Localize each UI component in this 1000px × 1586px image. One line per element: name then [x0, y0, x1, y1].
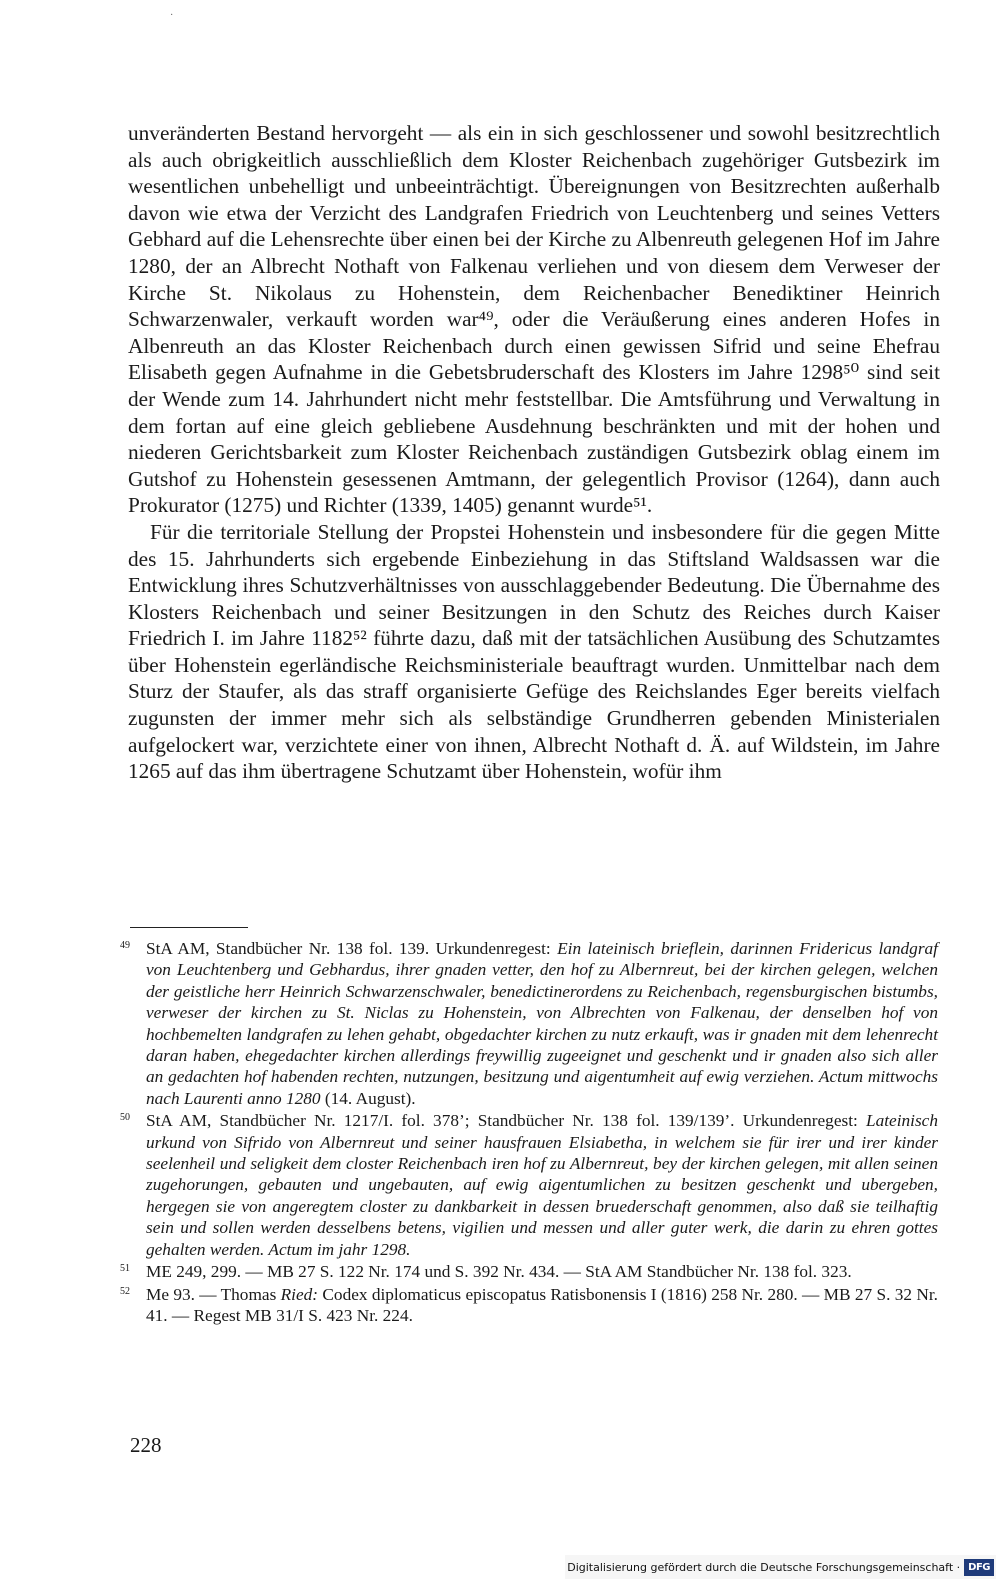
- footnote-text: Me 93. — Thomas: [146, 1284, 281, 1304]
- footnote-52: [120, 1284, 938, 1327]
- footnote-text: ME 249, 299. — MB 27 S. 122 Nr. 174 und S. 392 Nr. 434. — StA AM Standbücher Nr. 138 fol. 323.: [146, 1262, 852, 1282]
- paragraph: unveränderten Bestand hervorgeht — als ein in sich geschlossener und sowohl besitzrechtlich als auch obrigkeitlich ausschließlich dem Kloster Reichenbach zugehöriger Gutsbezirk im wesentlichen unbehelligt und unbeeinträchtigt. Übereignungen von Besitzrechten außerhalb davon wie etwa der Verzicht des Landgrafen Friedrich von Leuchtenberg und seines Vetters Gebhard auf die Lehensrechte über einen bei der Kirche zu Albenreuth gelegenen Hof im Jahre 1280, der an Albrecht Nothaft von Falkenau verliehen und von diesem dem Verweser der Kirche St. Nikolaus zu Hohenstein, dem Reichenbacher Benediktiner Heinrich Schwarzenwaler, verkauft worden war⁴⁹, oder die Veräußerung eines anderen Hofes in Albenreuth an das Kloster Reichenbach durch einen gewissen Sifrid und seine Ehefrau Elisabeth gegen Aufnahme in die Gebetsbruderschaft des Klosters im Jahre 1298⁵⁰ sind seit der Wende zum 14. Jahrhundert nicht mehr feststellbar. Die Amtsführung und Verwaltung in dem fortan auf eine gleich gebliebene Ausdehnung beschränkten und mit der hohen und niederen Gerichtsbarkeit zum Kloster Reichenbach zuständigen Gutsbezirk oblag einem im Gutshof zu Hohenstein gesessenen Amtmann, der gelegentlich Provisor (1264), dann auch Prokurator (1275) und Richter (1339, 1405) genannt wurde⁵¹.: [128, 121, 940, 518]
- main-text: [128, 120, 940, 785]
- footnote-49: [120, 938, 938, 1109]
- footnote-number: 52: [120, 1285, 130, 1297]
- footnote-quote: Lateinisch urkund von Sifrido von Albernreut und seiner hausfrauen Elsiabetha, in welchem sie für irer und irer kinder seelenheil und seligkeit dem closter Reichenbach iren hof zu Albernreut, bey der kirchen gelegen, mit allen seinen zugehorungen, gebauten und ungebauten, auf ewig aigentumlichen zu besitzen geschenkt und ubergeben, hergegen sie von angeregtem closter zu dankbarkeit in dessen bruederschaft genommen, also daß sie teilhaftig sein und sollen werden desselbens betens, vigilien und messen und aller guter werk, die darin zu ehren gottes gehalten werden. Actum im jahr 1298.: [146, 1111, 938, 1259]
- footnote-number: 49: [120, 940, 130, 951]
- banner-text: Digitalisierung gefördert durch die Deutsche Forschungsgemeinschaft ·: [567, 1560, 961, 1574]
- paragraph: Für die territoriale Stellung der Propstei Hohenstein und insbesondere für die gegen Mitte des 15. Jahrhunderts sich ergebende Einbeziehung in das Stiftsland Waldsassen war die Entwicklung ihres Schutzverhältnisses von ausschlaggebender Bedeutung. Die Übernahme des Klosters Reichenbach und seiner Besitzungen in den Schutz des Reiches durch Kaiser Friedrich I. im Jahre 1182⁵² führte dazu, daß mit der tatsächlichen Ausübung des Schutzamtes über Hohenstein egerländische Reichsministeriale beauftragt wurden. Unmittelbar nach dem Sturz der Staufer, als das straff organisierte Gefüge des Reichslandes Eger bereits vielfach zugunsten der immer mehr sich als selbständige Grundherren gebenden Ministerialen aufgelockert war, verzichtete einer von ihnen, Albrecht Nothaft d. Ä. auf Wildstein, im Jahre 1265 auf das ihm übertragene Schutzamt über Hohenstein, wofür ihm: [128, 519, 940, 784]
- page-number: 228: [130, 1433, 162, 1457]
- footnote-tail: Codex diplomaticus episcopatus Ratisbonensis I (1816) 258 Nr. 280. — MB 27 S. 32 Nr. 41. — Regest MB 31/I S. 423 Nr. 224.: [146, 1284, 938, 1325]
- page-mark: ·: [170, 10, 174, 21]
- footnote-tail: (14. August).: [320, 1088, 416, 1108]
- footnote-separator: [130, 927, 248, 928]
- footnote-number: 50: [120, 1112, 130, 1124]
- footnote-quote: Ein lateinisch brieflein, darinnen Fridericus landgraf von Leuchtenberg und Gebhardus, ihrer gnaden vetter, den hof zu Albernreut, bei der kirchen gelegen, welchen der geistliche herr Heinrich Schwarzenschwaler, benedictinerordens zu Reichenbach, regensburgischen bistumbs, verweser der kirchen zu St. Niclas zu Hohenstein, von Albrechten von Falkenau, der denselben hof von hochbemelten landgrafen zu lehen gehabt, obgedachter kirchen zu nutz erkauft, was ir gnaden mit dem lehenrecht daran haben, ehegedachter kirchen allerdings freywillig zugeeignet und geschenkt und ir gnaden also sich aller an gedachten hof habenden rechten, nutzungen, besitzung und aigentumheit auf ewig verziehen. Actum mittwochs nach Laurenti anno 1280: [146, 939, 938, 1108]
- footnote-text: StA AM, Standbücher Nr. 138 fol. 139. Urkundenregest:: [146, 939, 558, 958]
- footnote-50: [120, 1110, 938, 1260]
- footnote-text: StA AM, Standbücher Nr. 1217/I. fol. 378’; Standbücher Nr. 138 fol. 139/139’. Urkundenregest:: [146, 1111, 866, 1131]
- footnote-51: [120, 1261, 938, 1282]
- footnote-number: 51: [120, 1263, 130, 1275]
- footnotes: [120, 938, 938, 1327]
- dfg-banner: [565, 1555, 996, 1579]
- footnote-author: Ried:: [280, 1284, 319, 1304]
- dfg-logo: DFG: [964, 1559, 994, 1576]
